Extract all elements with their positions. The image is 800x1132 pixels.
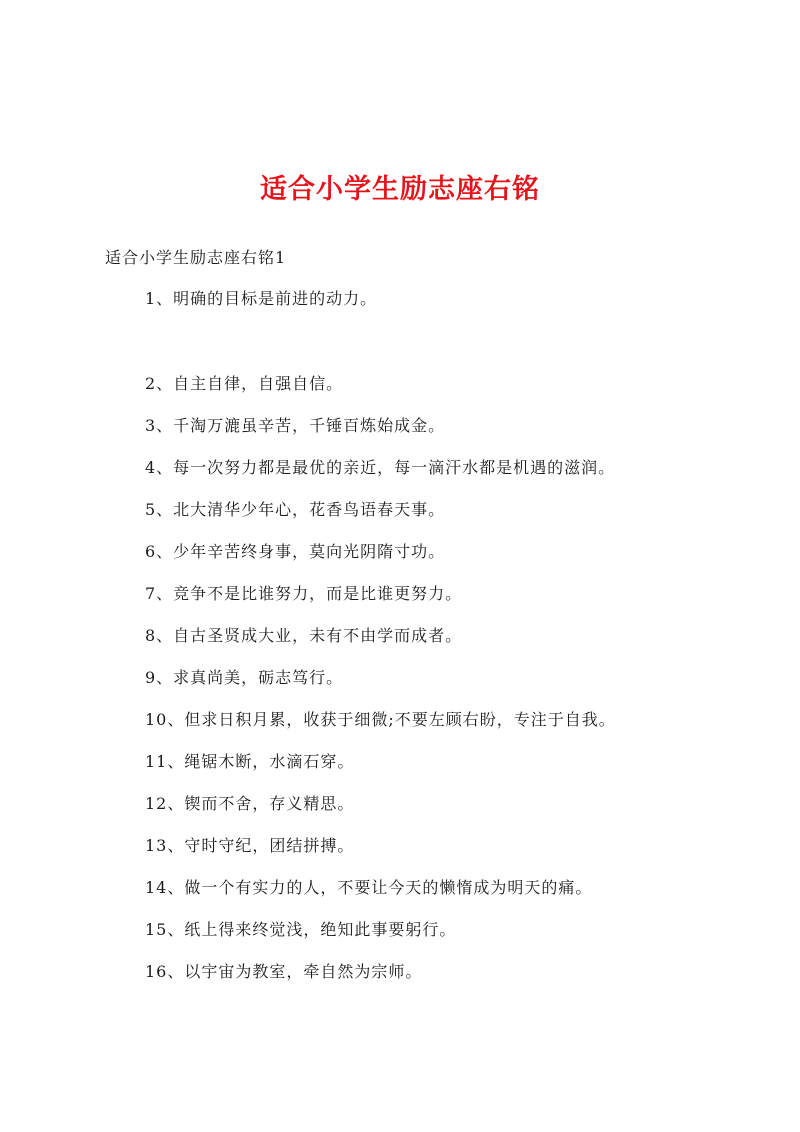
- list-item: 1、明确的目标是前进的动力。: [145, 289, 378, 308]
- list-item: 4、每一次努力都是最优的亲近，每一滴汗水都是机遇的滋润。: [145, 458, 616, 477]
- list-item: 6、少年辛苦终身事，莫向光阴隋寸功。: [145, 542, 446, 561]
- page-title: 适合小学生励志座右铭: [260, 174, 540, 205]
- list-item: 11、绳锯木断，水滴石穿。: [145, 752, 355, 771]
- list-item: 9、求真尚美，砺志笃行。: [145, 668, 344, 687]
- list-item: 12、锲而不舍，存义精思。: [145, 794, 355, 813]
- list-item: 2、自主自律，自强自信。: [145, 374, 344, 393]
- list-item: 10、但求日积月累，收获于细微;不要左顾右盼，专注于自我。: [145, 710, 616, 729]
- list-item: 8、自古圣贤成大业，未有不由学而成者。: [145, 626, 463, 645]
- list-item: 3、千淘万漉虽辛苦，千锤百炼始成金。: [145, 416, 446, 435]
- section-heading: 适合小学生励志座右铭1: [105, 248, 287, 267]
- list-item: 5、北大清华少年心，花香鸟语春天事。: [145, 500, 446, 519]
- list-item: 16、以宇宙为教室，牵自然为宗师。: [145, 962, 423, 981]
- list-item: 7、竞争不是比谁努力，而是比谁更努力。: [145, 584, 463, 603]
- list-item: 13、守时守纪，团结拼搏。: [145, 836, 355, 855]
- list-item: 15、纸上得来终觉浅，绝知此事要躬行。: [145, 920, 457, 939]
- list-item: 14、做一个有实力的人，不要让今天的懒惰成为明天的痛。: [145, 878, 593, 897]
